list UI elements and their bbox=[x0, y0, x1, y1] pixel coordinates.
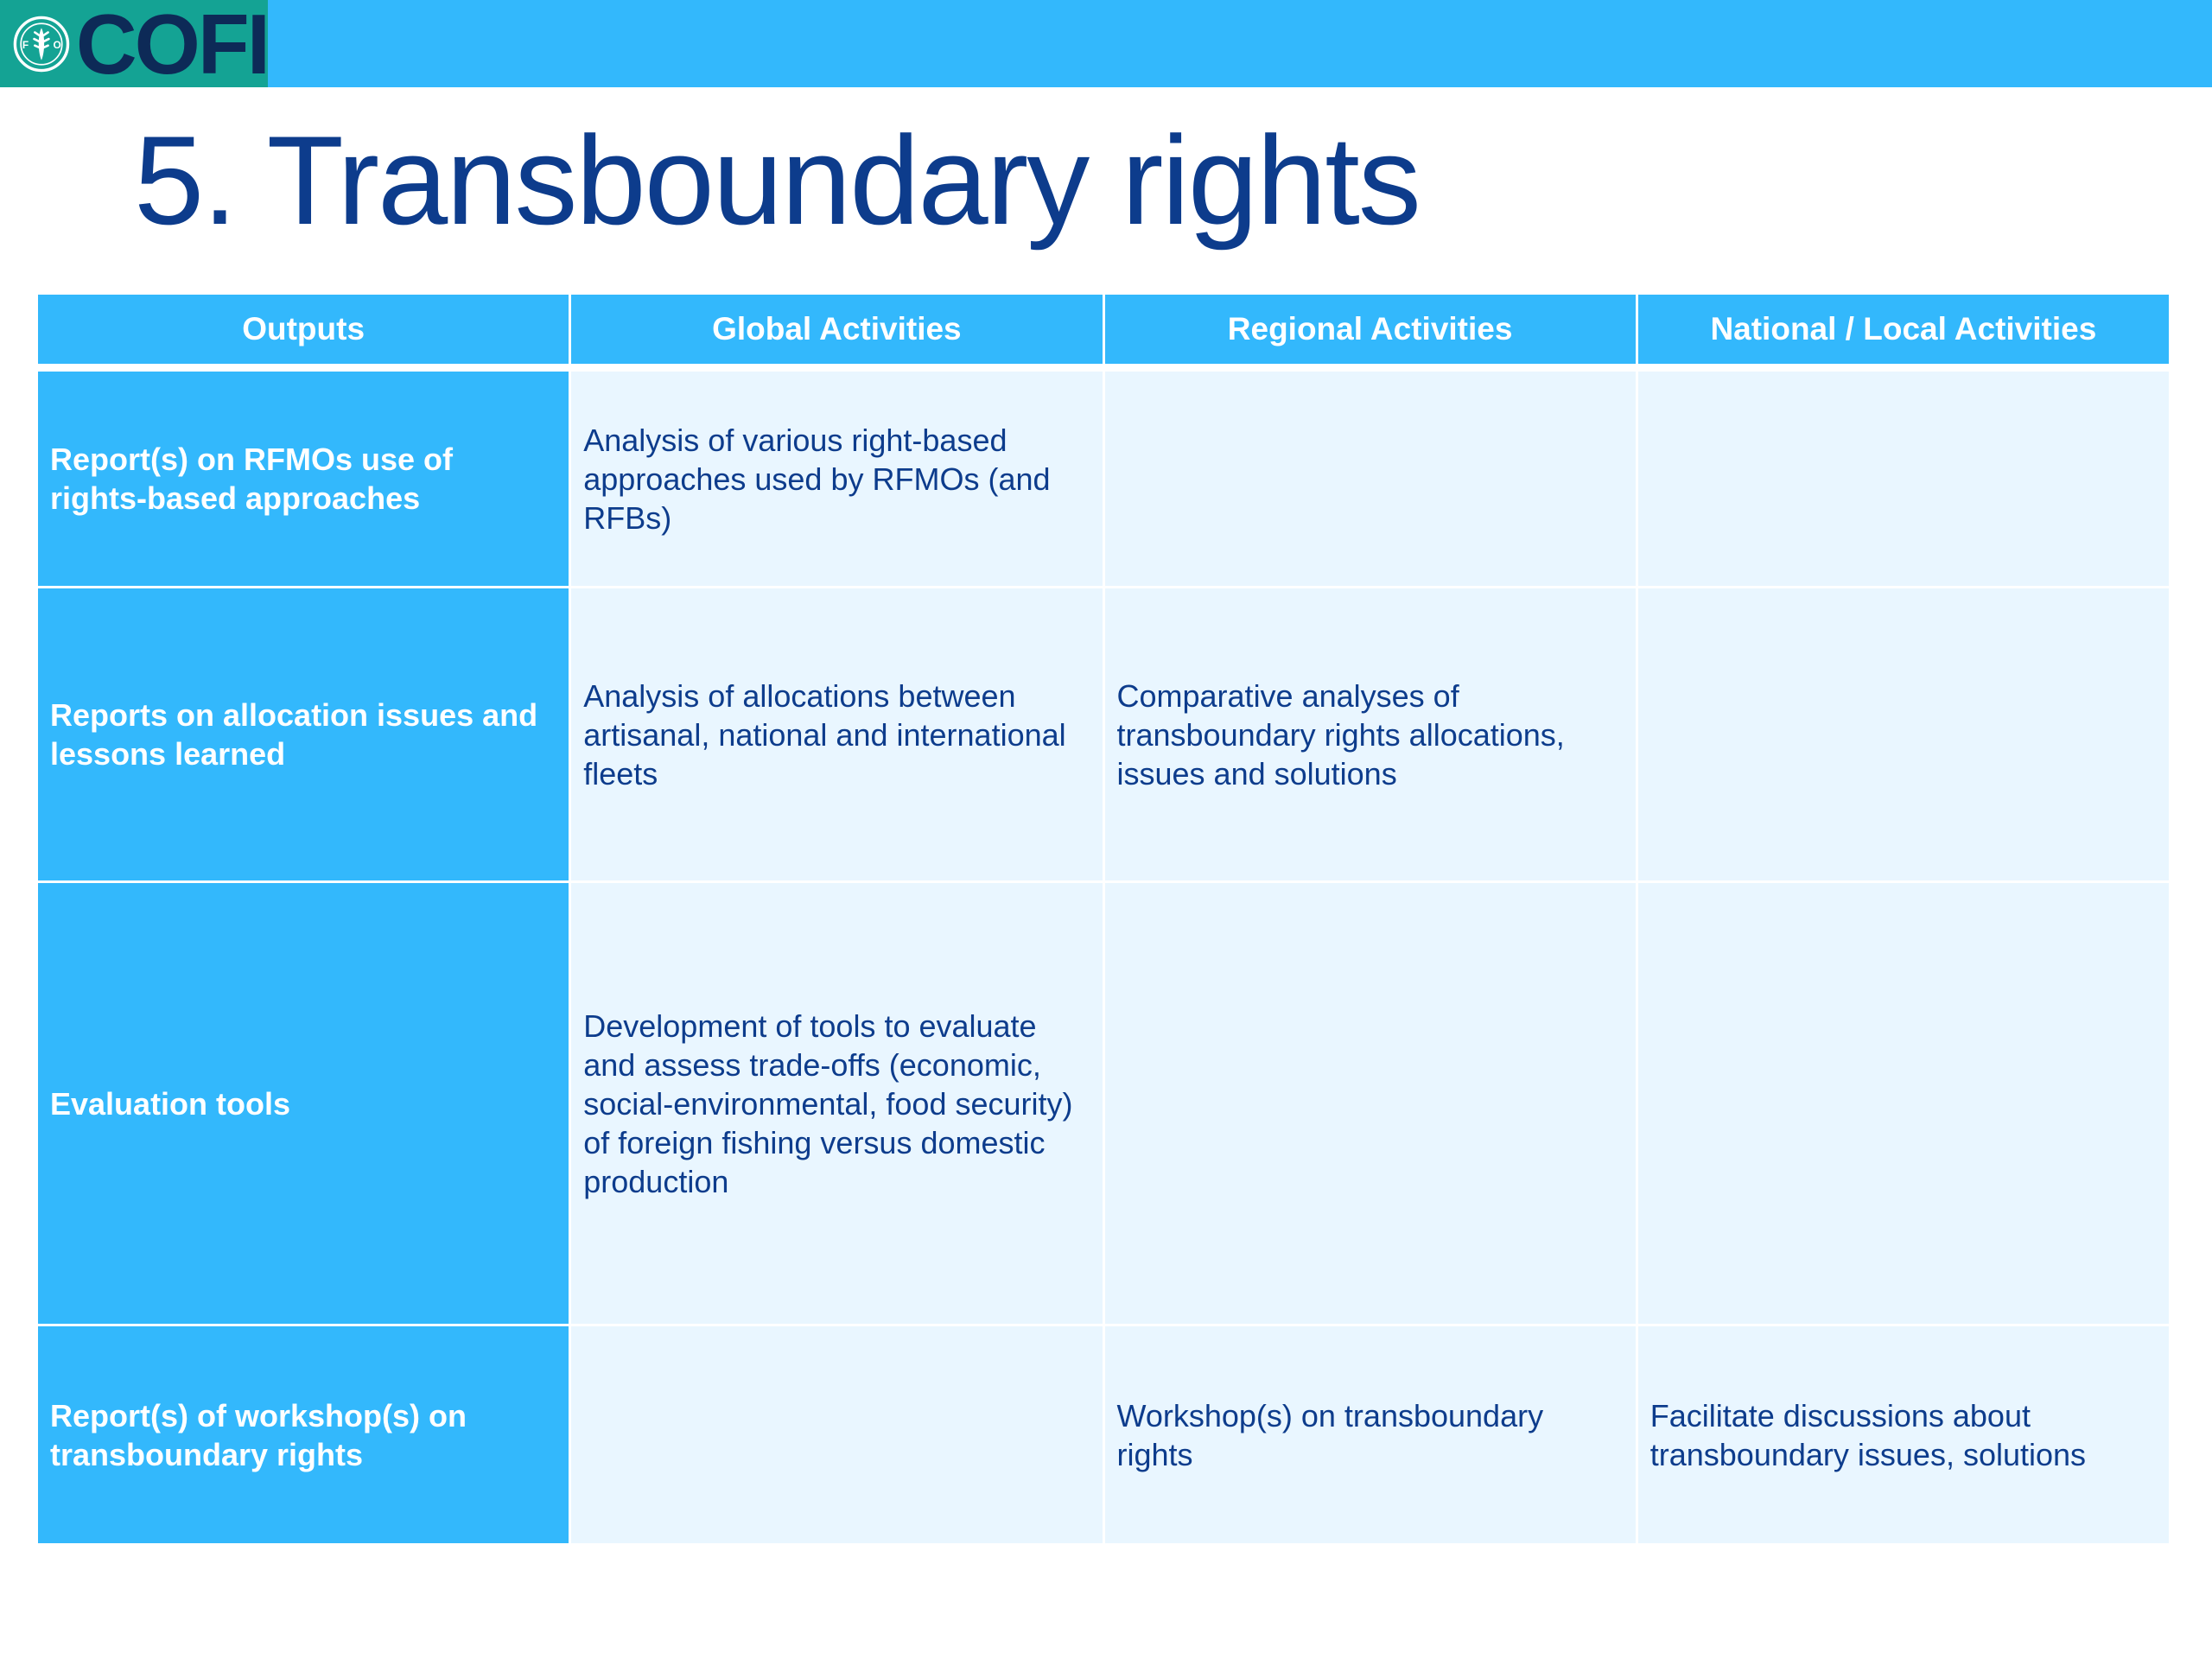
global-activity-cell bbox=[571, 1326, 1102, 1543]
table-row bbox=[38, 372, 2169, 586]
svg-text:F: F bbox=[22, 38, 29, 51]
table-row bbox=[38, 588, 2169, 880]
output-cell: Report(s) of workshop(s) on transboundary rights bbox=[38, 1326, 569, 1543]
column-header-regional: Regional Activities bbox=[1105, 295, 1636, 369]
regional-activity-cell bbox=[1105, 372, 1636, 586]
global-activity-cell: Analysis of allocations between artisanal, national and international fleets bbox=[571, 588, 1102, 880]
global-activity-cell: Development of tools to evaluate and assess trade-offs (economic, social-environmental, food security) of foreign fishing versus domestic production bbox=[571, 883, 1102, 1324]
output-cell: Evaluation tools bbox=[38, 883, 569, 1324]
national-activity-cell bbox=[1638, 883, 2169, 1324]
global-activity-cell: Analysis of various right-based approaches used by RFMOs (and RFBs) bbox=[571, 372, 1102, 586]
national-activity-cell bbox=[1638, 588, 2169, 880]
activities-table bbox=[35, 292, 2171, 1546]
table-row bbox=[38, 883, 2169, 1324]
header-bar bbox=[0, 0, 2212, 92]
slide-title: 5. Transboundary rights bbox=[134, 110, 1420, 251]
output-cell: Reports on allocation issues and lessons learned bbox=[38, 588, 569, 880]
national-activity-cell bbox=[1638, 372, 2169, 586]
svg-text:O: O bbox=[53, 38, 61, 51]
cofi-logo bbox=[0, 0, 268, 92]
regional-activity-cell bbox=[1105, 883, 1636, 1324]
column-header-global: Global Activities bbox=[571, 295, 1102, 369]
column-header-outputs: Outputs bbox=[38, 295, 569, 369]
regional-activity-cell: Comparative analyses of transboundary rights allocations, issues and solutions bbox=[1105, 588, 1636, 880]
column-header-national: National / Local Activities bbox=[1638, 295, 2169, 369]
logo-text: COFI bbox=[75, 0, 268, 92]
national-activity-cell: Facilitate discussions about transboundary issues, solutions bbox=[1638, 1326, 2169, 1543]
output-cell: Report(s) on RFMOs use of rights-based approaches bbox=[38, 372, 569, 586]
fao-emblem-icon bbox=[12, 12, 71, 76]
table-header-row bbox=[38, 295, 2169, 369]
regional-activity-cell: Workshop(s) on transboundary rights bbox=[1105, 1326, 1636, 1543]
table-row bbox=[38, 1326, 2169, 1543]
